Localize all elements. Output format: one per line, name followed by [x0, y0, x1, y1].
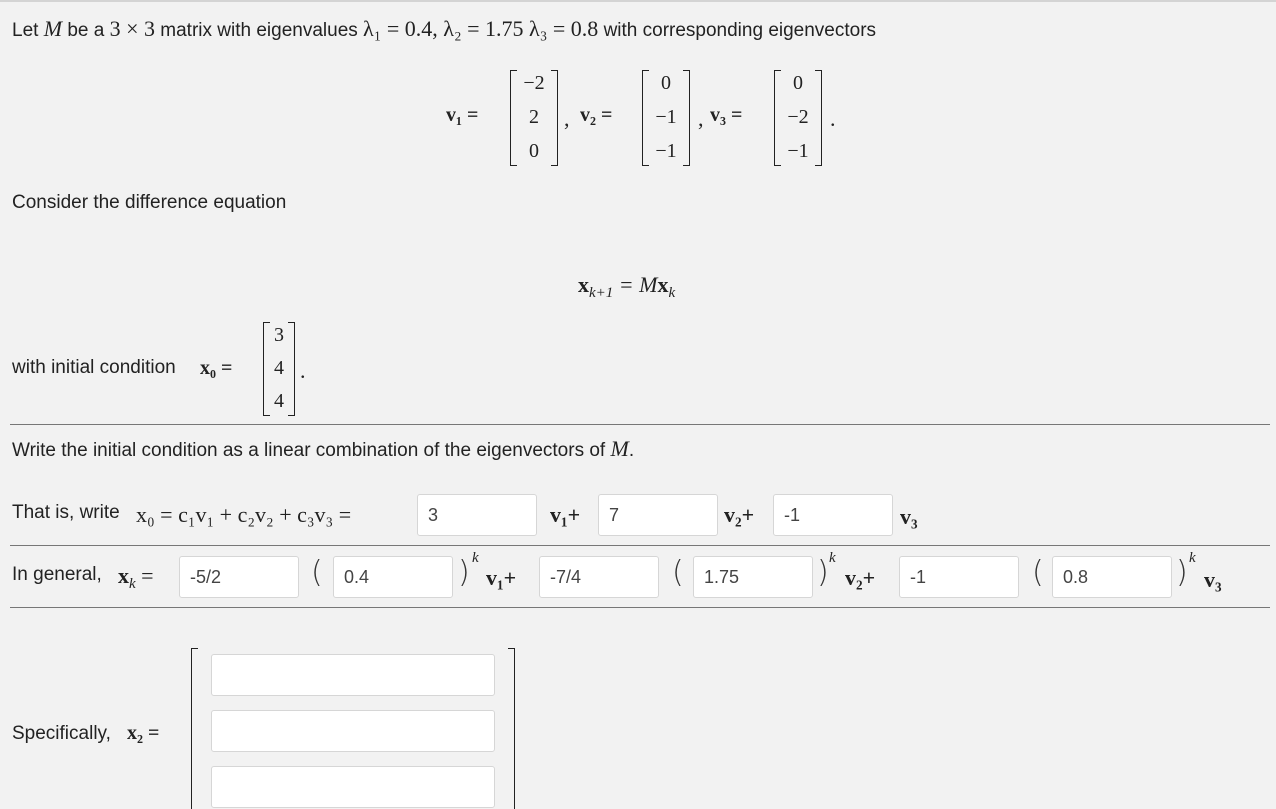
open-paren: (	[311, 555, 323, 590]
xk-sub: k	[129, 576, 136, 592]
matrix-symbol: M	[610, 436, 629, 461]
x2-label: x₂ =	[127, 722, 160, 744]
divider	[10, 607, 1270, 608]
x2-bracket-left	[191, 648, 198, 809]
intro-prefix: Let	[12, 20, 39, 41]
initial-text: with initial condition	[12, 357, 176, 378]
xk-x: x	[118, 563, 129, 588]
coef2-input[interactable]: -7/4	[539, 556, 659, 598]
v2-entry: 0	[661, 72, 671, 94]
v1-entry: −2	[523, 72, 545, 94]
difference-equation	[578, 272, 676, 301]
v1-plus-general: v₁+	[486, 565, 517, 590]
eq-x-rhs: x	[657, 272, 669, 297]
v1-label: v₁ =	[446, 104, 479, 126]
general-text: In general,	[12, 564, 102, 585]
intro-mid: be a	[67, 20, 105, 41]
that-is-expression: x₀ = c₁v₁ + c₂v₂ + c₃v₃ =	[136, 502, 352, 527]
x0-entry: 4	[274, 357, 284, 379]
v1-plus-label: v₁+	[550, 502, 581, 527]
v2-separator: ,	[698, 106, 704, 131]
v3-separator: .	[830, 106, 836, 131]
eq-rhs: = M	[613, 272, 658, 297]
v1-entry: 2	[529, 106, 539, 128]
x2-entry-input[interactable]	[211, 710, 495, 752]
eigenvalues-expression: λ₁ = 0.4, λ₂ = 1.75 λ₃ = 0.8	[363, 16, 599, 41]
v2-plus-label: v₂+	[724, 502, 755, 527]
matrix-dims: 3 × 3	[109, 16, 155, 41]
c1-input[interactable]: 3	[417, 494, 537, 536]
exponent-k: k	[829, 550, 836, 566]
v3-entry: 0	[793, 72, 803, 94]
write-text: Write the initial condition as a linear combination of the eigenvectors of	[12, 440, 606, 461]
x0-entry: 3	[274, 324, 284, 346]
v3-general: v₃	[1204, 567, 1222, 592]
close-paren: )	[1176, 555, 1188, 590]
c2-input[interactable]: 7	[598, 494, 718, 536]
exponent-k: k	[472, 550, 479, 566]
v1-separator: ,	[564, 106, 570, 131]
intro-suffix: with corresponding eigenvectors	[603, 20, 877, 41]
x2-entry-input[interactable]	[211, 654, 495, 696]
c3-input[interactable]: -1	[773, 494, 893, 536]
v3-label-that-is: v₃	[900, 504, 918, 529]
eq-sub: k+1	[589, 285, 614, 301]
matrix-symbol: M	[43, 16, 63, 41]
xk-label	[118, 563, 154, 592]
base2-input[interactable]: 1.75	[693, 556, 813, 598]
v2-entry: −1	[655, 140, 677, 162]
v2-label: v₂ =	[580, 104, 613, 126]
v3-matrix	[774, 70, 822, 166]
x2-bracket-right	[508, 648, 515, 809]
base3-input[interactable]: 0.8	[1052, 556, 1172, 598]
x0-entry: 4	[274, 390, 284, 412]
v2-plus-general: v₂+	[845, 565, 876, 590]
open-paren: (	[672, 555, 684, 590]
difference-text: Consider the difference equation	[12, 192, 287, 213]
close-paren: )	[458, 555, 470, 590]
eq-x-sub: k	[668, 285, 676, 301]
v3-entry: −2	[787, 106, 809, 128]
x0-separator: .	[300, 358, 306, 383]
v1-matrix	[510, 70, 558, 166]
v2-entry: −1	[655, 106, 677, 128]
close-paren: )	[817, 555, 829, 590]
specifically-text: Specifically,	[12, 723, 111, 744]
intro-line	[12, 16, 876, 42]
v3-label: v₃ =	[710, 104, 743, 126]
write-end: .	[628, 440, 635, 461]
x2-entry-input[interactable]	[211, 766, 495, 808]
xk-eq: =	[135, 563, 154, 588]
v3-entry: −1	[787, 140, 809, 162]
base1-input[interactable]: 0.4	[333, 556, 453, 598]
divider	[10, 545, 1270, 546]
v1-entry: 0	[529, 140, 539, 162]
that-is-text: That is, write	[12, 502, 120, 523]
write-line	[12, 436, 634, 462]
exponent-k: k	[1189, 550, 1196, 566]
intro-post: matrix with eigenvalues	[160, 20, 358, 41]
coef1-input[interactable]: -5/2	[179, 556, 299, 598]
x0-matrix	[263, 322, 295, 416]
divider	[10, 424, 1270, 425]
eq-x: x	[578, 272, 589, 297]
v2-matrix	[642, 70, 690, 166]
x0-label: x₀ =	[200, 357, 233, 379]
open-paren: (	[1032, 555, 1044, 590]
coef3-input[interactable]: -1	[899, 556, 1019, 598]
